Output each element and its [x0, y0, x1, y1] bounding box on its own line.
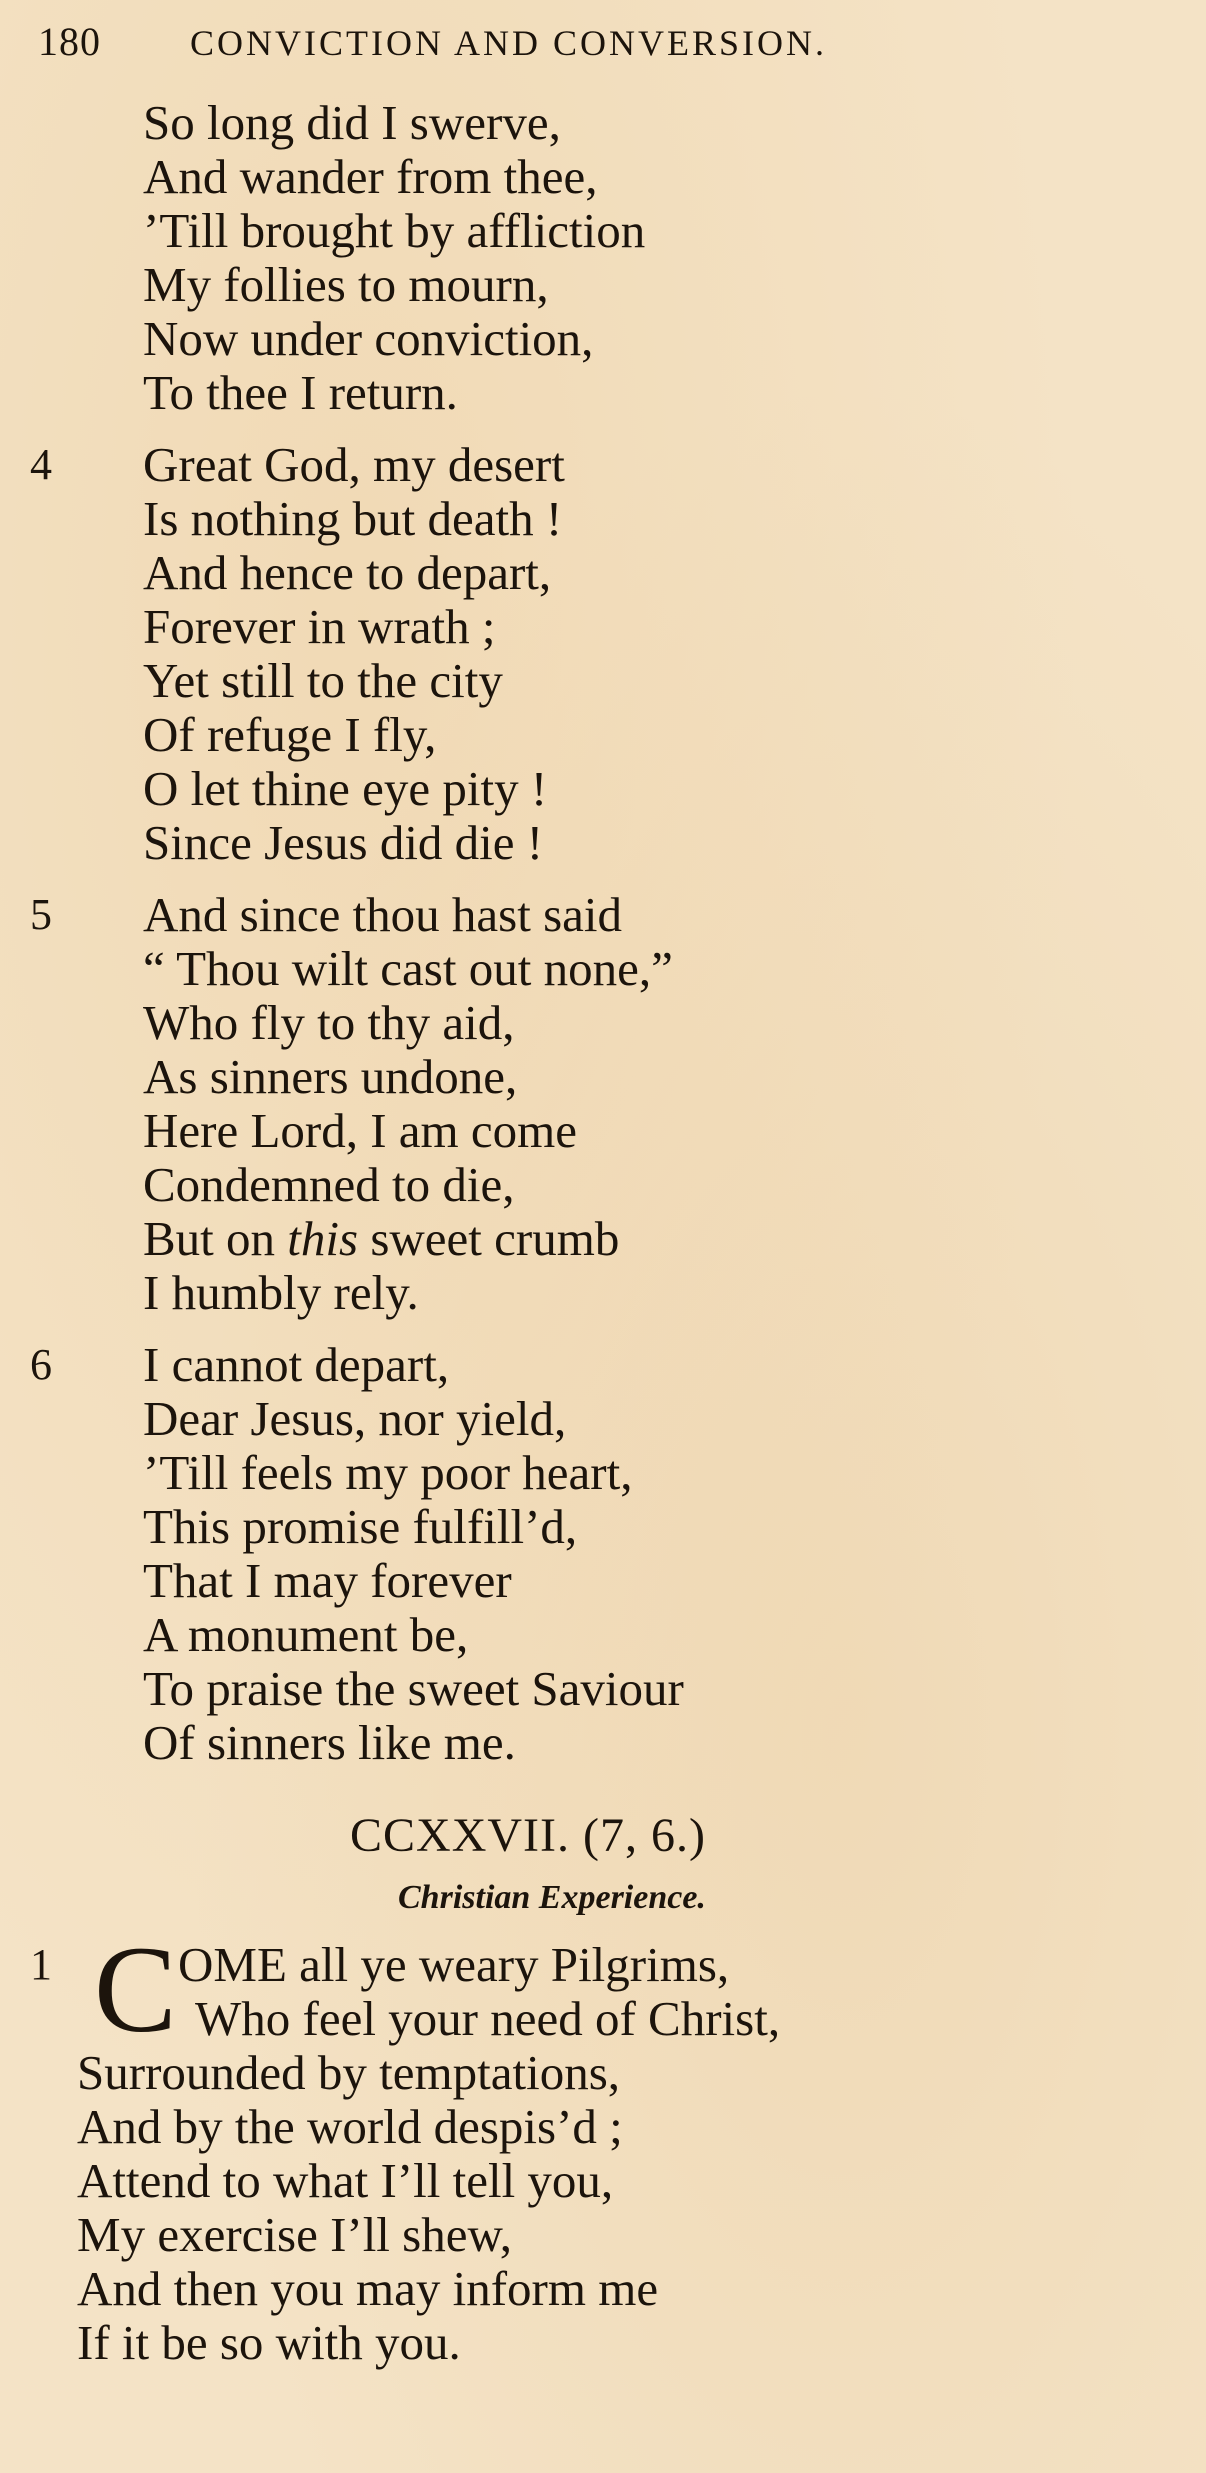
stanza-number: 6 [30, 1340, 52, 1389]
drop-cap: C [94, 1921, 177, 2058]
verse-line: Yet still to the city [143, 653, 503, 708]
verse-line: And hence to depart, [143, 545, 552, 600]
verse-line: To praise the sweet Saviour [143, 1661, 684, 1716]
verse-line: So long did I swerve, [143, 95, 561, 150]
emphasized-word: this [287, 1211, 359, 1266]
verse-line: Great God, my desert [143, 437, 565, 492]
verse-line: To thee I return. [143, 365, 458, 420]
verse-line: Attend to what I’ll tell you, [77, 2153, 614, 2208]
verse-text: sweet crumb [358, 1211, 620, 1266]
verse-line: And since thou hast said [143, 887, 623, 942]
verse-line: Condemned to die, [143, 1157, 515, 1212]
verse-line: My exercise I’ll shew, [77, 2207, 512, 2262]
page-header [38, 14, 827, 71]
verse-line: This promise fulfill’d, [143, 1499, 578, 1554]
verse-line: Surrounded by temptations, [77, 2045, 621, 2100]
verse-line: That I may forever [143, 1553, 512, 1608]
verse-line: A monument be, [143, 1607, 469, 1662]
verse-line: Of refuge I fly, [143, 707, 437, 762]
hymn-title: CCXXVII. (7, 6.) [350, 1809, 706, 1862]
verse-line: Who feel your need of Christ, [195, 1991, 781, 2046]
verse-line: Since Jesus did die ! [143, 815, 544, 870]
verse-line: If it be so with you. [77, 2315, 461, 2370]
verse-line: My follies to mourn, [143, 257, 549, 312]
verse-line: Dear Jesus, nor yield, [143, 1391, 567, 1446]
verse-line: I humbly rely. [143, 1265, 419, 1320]
verse-line: I cannot depart, [143, 1337, 450, 1392]
page-number: 180 [38, 19, 101, 64]
verse-line: Now under conviction, [143, 311, 594, 366]
running-title: CONVICTION AND CONVERSION. [190, 23, 828, 63]
hymn-subtitle: Christian Experience. [398, 1879, 706, 1916]
verse-line: OME all ye weary Pilgrims, [178, 1937, 730, 1992]
verse-line: ’Till brought by affliction [143, 203, 646, 258]
verse-line: Forever in wrath ; [143, 599, 496, 654]
verse-line: Of sinners like me. [143, 1715, 516, 1770]
stanza-number: 1 [30, 1940, 52, 1989]
verse-line: And wander from thee, [143, 149, 598, 204]
verse-text: But on [143, 1211, 288, 1266]
verse-line: And then you may inform me [77, 2261, 659, 2316]
verse-line: Who fly to thy aid, [143, 995, 515, 1050]
verse-line: “ Thou wilt cast out none,” [143, 941, 673, 996]
stanza-number: 4 [30, 440, 52, 489]
verse-line: ’Till feels my poor heart, [143, 1445, 633, 1500]
verse-line: Here Lord, I am come [143, 1103, 577, 1158]
verse-line: O let thine eye pity ! [143, 761, 548, 816]
verse-line: Is nothing but death ! [143, 491, 563, 546]
stanza-number: 5 [30, 890, 52, 939]
verse-line: As sinners undone, [143, 1049, 518, 1104]
verse-line [143, 1212, 619, 1266]
verse-line: And by the world despis’d ; [77, 2099, 623, 2154]
